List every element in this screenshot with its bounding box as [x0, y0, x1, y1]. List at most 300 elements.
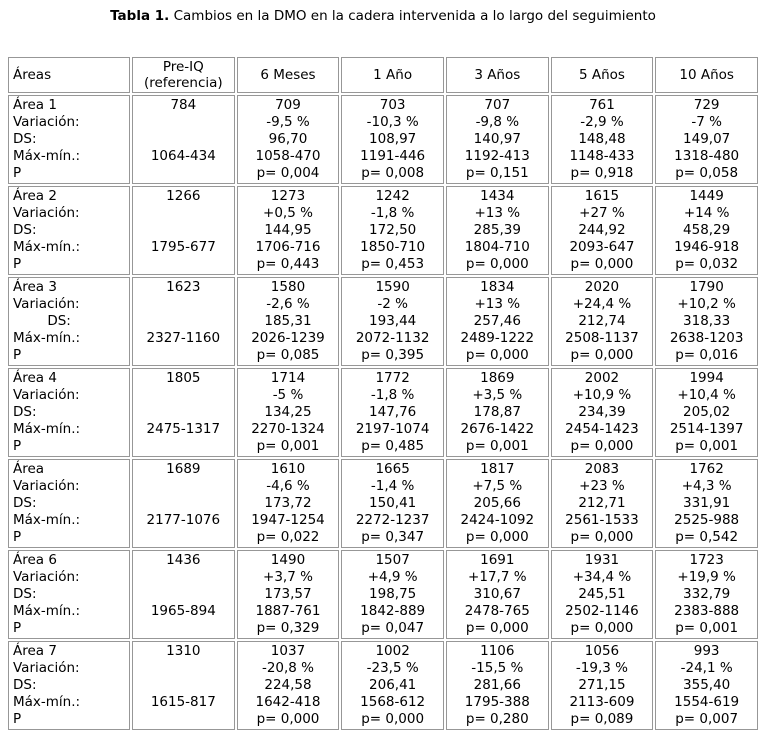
- cell-line: 707: [484, 97, 511, 113]
- cell-line: DS:: [13, 677, 37, 693]
- cell-line: [135, 478, 232, 495]
- cell-line: Área 6: [13, 552, 57, 568]
- cell-line: 2561-1533: [565, 512, 639, 528]
- cell-line: Variación:: [13, 296, 80, 312]
- cell-line: [135, 114, 232, 131]
- cell-line: Área 7: [13, 643, 57, 659]
- area-row: [8, 550, 758, 639]
- value-cell: [446, 277, 549, 366]
- cell-line: DS:: [13, 131, 37, 147]
- value-cell: [341, 641, 444, 730]
- cell-line: +10,9 %: [572, 387, 632, 403]
- cell-line: +13 %: [474, 296, 521, 312]
- cell-line: +10,4 %: [677, 387, 736, 403]
- cell-line: 1994: [689, 370, 724, 386]
- cell-line: 2272-1237: [355, 512, 430, 528]
- cell-line: Área 4: [13, 370, 57, 386]
- cell-line: 150,41: [369, 495, 417, 511]
- value-cell: [132, 277, 235, 366]
- cell-line: -15,5 %: [471, 660, 524, 676]
- cell-line: 1850-710: [360, 239, 426, 255]
- cell-line: p= 0,329: [256, 620, 320, 636]
- header-row: [8, 57, 758, 93]
- value-cell: [446, 368, 549, 457]
- value-cell: [132, 641, 235, 730]
- cell-line: 285,39: [473, 222, 521, 238]
- value-cell: [237, 95, 340, 184]
- cell-line: P: [13, 711, 22, 727]
- cell-line: 2502-1146: [565, 603, 639, 619]
- cell-line: 1931: [584, 552, 620, 568]
- cell-line: 96,70: [268, 131, 308, 147]
- table-caption-text: Cambios en la DMO en la cadera intervenida a lo largo del seguimiento: [173, 8, 656, 24]
- cell-line: 2026-1239: [251, 330, 325, 346]
- cell-line: +23 %: [579, 478, 625, 494]
- value-cell: [446, 641, 549, 730]
- cell-line: -4,6 %: [266, 478, 310, 494]
- cell-line: 1642-418: [255, 694, 321, 710]
- cell-line: 234,39: [578, 404, 626, 420]
- cell-line: [135, 222, 232, 239]
- cell-line: 205,66: [473, 495, 521, 511]
- cell-line: 206,41: [369, 677, 417, 693]
- cell-line: p= 0,001: [256, 438, 320, 454]
- cell-line: p= 0,008: [361, 165, 425, 181]
- cell-line: 2002: [584, 370, 620, 386]
- cell-line: 1795-388: [464, 694, 530, 710]
- cell-line: Variación:: [13, 569, 80, 585]
- cell-line: 1691: [480, 552, 515, 568]
- cell-line: 2638-1203: [669, 330, 744, 346]
- column-header: 5 Años: [551, 57, 654, 93]
- cell-line: +3,5 %: [472, 387, 523, 403]
- cell-line: 1310: [166, 643, 201, 659]
- cell-line: 1615: [584, 188, 620, 204]
- cell-line: Máx-mín.:: [13, 330, 81, 346]
- cell-line: 355,40: [683, 677, 731, 693]
- cell-line: 2197-1074: [355, 421, 430, 437]
- cell-line: 703: [379, 97, 406, 113]
- cell-line: 1723: [689, 552, 724, 568]
- value-cell: [551, 95, 654, 184]
- cell-line: 2514-1397: [669, 421, 744, 437]
- cell-line: 2676-1422: [460, 421, 535, 437]
- cell-line: 1610: [270, 461, 306, 477]
- cell-line: 1795-677: [150, 239, 216, 255]
- cell-line: 1056: [584, 643, 620, 659]
- cell-line: p= 0,001: [465, 438, 529, 454]
- cell-line: [135, 711, 232, 728]
- cell-line: 1449: [689, 188, 724, 204]
- cell-line: Variación:: [13, 478, 80, 494]
- cell-line: -7 %: [691, 114, 722, 130]
- cell-line: 281,66: [473, 677, 521, 693]
- cell-line: 1665: [375, 461, 410, 477]
- cell-line: [135, 529, 232, 546]
- cell-line: DS:: [13, 495, 37, 511]
- cell-line: +7,5 %: [472, 478, 523, 494]
- value-cell: [237, 641, 340, 730]
- value-cell: [446, 550, 549, 639]
- row-label-cell: [8, 550, 130, 639]
- cell-line: Variación:: [13, 114, 80, 130]
- cell-line: Variación:: [13, 387, 80, 403]
- value-cell: [655, 368, 758, 457]
- cell-line: P: [13, 438, 22, 454]
- cell-line: 1273: [270, 188, 306, 204]
- cell-line: 1037: [270, 643, 306, 659]
- value-cell: [551, 277, 654, 366]
- value-cell: [132, 368, 235, 457]
- cell-line: -2 %: [377, 296, 408, 312]
- area-row: [8, 277, 758, 366]
- cell-line: 310,67: [473, 586, 521, 602]
- cell-line: Máx-mín.:: [13, 239, 81, 255]
- cell-line: +14 %: [683, 205, 730, 221]
- cell-line: +17,7 %: [468, 569, 527, 585]
- cell-line: 1434: [480, 188, 515, 204]
- cell-line: 2327-1160: [146, 330, 221, 346]
- cell-line: 709: [275, 97, 301, 113]
- cell-line: [135, 620, 232, 637]
- cell-line: 2424-1092: [460, 512, 535, 528]
- cell-line: p= 0,485: [361, 438, 425, 454]
- value-cell: [341, 186, 444, 275]
- cell-line: 198,75: [369, 586, 417, 602]
- cell-line: [135, 660, 232, 677]
- cell-line: p= 0,000: [570, 620, 634, 636]
- area-row: [8, 186, 758, 275]
- cell-line: 1834: [480, 279, 515, 295]
- cell-line: -2,9 %: [580, 114, 624, 130]
- cell-line: 2083: [584, 461, 620, 477]
- cell-line: P: [13, 256, 22, 272]
- cell-line: [135, 387, 232, 404]
- cell-line: 2113-609: [569, 694, 635, 710]
- cell-line: +10,2 %: [677, 296, 736, 312]
- cell-line: 1804-710: [464, 239, 530, 255]
- value-cell: [446, 459, 549, 548]
- cell-line: 1762: [689, 461, 724, 477]
- cell-line: p= 0,022: [256, 529, 320, 545]
- cell-line: Área 3: [13, 279, 57, 295]
- cell-line: 1568-612: [360, 694, 426, 710]
- cell-line: 1590: [375, 279, 410, 295]
- cell-line: -10,3 %: [366, 114, 419, 130]
- cell-line: 2177-1076: [146, 512, 221, 528]
- cell-line: 1266: [166, 188, 201, 204]
- row-label-cell: [8, 641, 130, 730]
- cell-line: 993: [693, 643, 720, 659]
- cell-line: -23,5 %: [366, 660, 419, 676]
- cell-line: 332,79: [683, 586, 731, 602]
- value-cell: [132, 459, 235, 548]
- value-cell: [341, 459, 444, 548]
- table-body: [8, 95, 758, 730]
- cell-line: 1242: [375, 188, 410, 204]
- value-cell: [341, 95, 444, 184]
- value-cell: [655, 277, 758, 366]
- cell-line: p= 0,000: [465, 347, 529, 363]
- cell-line: 331,91: [683, 495, 731, 511]
- cell-line: 1817: [480, 461, 515, 477]
- cell-line: Variación:: [13, 660, 80, 676]
- cell-line: 1490: [270, 552, 306, 568]
- cell-line: -5 %: [272, 387, 304, 403]
- cell-line: p= 0,007: [675, 711, 739, 727]
- cell-line: 108,97: [369, 131, 417, 147]
- cell-line: p= 0,443: [256, 256, 320, 272]
- cell-line: [135, 296, 232, 313]
- cell-line: p= 0,000: [465, 529, 529, 545]
- cell-line: p= 0,000: [570, 529, 634, 545]
- row-label-cell: [8, 186, 130, 275]
- cell-line: 173,57: [264, 586, 312, 602]
- cell-line: 2383-888: [674, 603, 740, 619]
- cell-line: 2475-1317: [146, 421, 221, 437]
- cell-line: 1805: [166, 370, 201, 386]
- cell-line: DS:: [13, 222, 37, 238]
- value-cell: [446, 95, 549, 184]
- area-row: [8, 641, 758, 730]
- cell-line: 2525-988: [674, 512, 740, 528]
- cell-line: 257,46: [473, 313, 521, 329]
- value-cell: [132, 95, 235, 184]
- value-cell: [655, 186, 758, 275]
- cell-line: p= 0,542: [675, 529, 739, 545]
- value-cell: [446, 186, 549, 275]
- cell-line: 1706-716: [255, 239, 321, 255]
- cell-line: P: [13, 347, 22, 363]
- cell-line: +27 %: [579, 205, 625, 221]
- cell-line: [135, 205, 232, 222]
- cell-line: 1947-1254: [251, 512, 325, 528]
- cell-line: -2,6 %: [266, 296, 310, 312]
- cell-line: [135, 438, 232, 455]
- cell-line: 147,76: [369, 404, 417, 420]
- value-cell: [341, 277, 444, 366]
- value-cell: [655, 550, 758, 639]
- cell-line: [135, 404, 232, 421]
- cell-line: 178,87: [473, 404, 521, 420]
- value-cell: [237, 550, 340, 639]
- cell-line: 1191-446: [360, 148, 426, 164]
- cell-line: 1623: [166, 279, 201, 295]
- cell-line: 784: [170, 97, 197, 113]
- cell-line: p= 0,058: [675, 165, 739, 181]
- cell-line: +24,4 %: [572, 296, 632, 312]
- cell-line: 173,72: [264, 495, 312, 511]
- cell-line: 729: [693, 97, 720, 113]
- cell-line: Máx-mín.:: [13, 512, 81, 528]
- cell-line: Área 1: [13, 97, 57, 113]
- cell-line: -1,4 %: [370, 478, 415, 494]
- value-cell: [655, 95, 758, 184]
- cell-line: 1002: [375, 643, 410, 659]
- cell-line: p= 0,453: [361, 256, 425, 272]
- cell-line: p= 0,151: [465, 165, 529, 181]
- value-cell: [551, 459, 654, 548]
- cell-line: P: [13, 165, 22, 181]
- table-caption-label: Tabla 1.: [110, 8, 170, 24]
- value-cell: [551, 550, 654, 639]
- cell-line: 458,29: [683, 222, 731, 238]
- cell-line: Área: [13, 461, 45, 477]
- cell-line: p= 0,032: [675, 256, 739, 272]
- cell-line: p= 0,016: [675, 347, 739, 363]
- cell-line: DS:: [13, 586, 37, 602]
- value-cell: [655, 641, 758, 730]
- cell-line: p= 0,000: [570, 438, 634, 454]
- cell-line: 2454-1423: [565, 421, 639, 437]
- cell-line: 2020: [584, 279, 620, 295]
- cell-line: -20,8 %: [261, 660, 315, 676]
- cell-line: 761: [589, 97, 615, 113]
- area-row: [8, 368, 758, 457]
- value-cell: [551, 186, 654, 275]
- value-cell: [655, 459, 758, 548]
- cell-line: P: [13, 529, 22, 545]
- cell-line: +34,4 %: [572, 569, 632, 585]
- cell-line: [135, 569, 232, 586]
- value-cell: [237, 277, 340, 366]
- cell-line: +19,9 %: [677, 569, 736, 585]
- cell-line: DS:: [13, 313, 71, 329]
- cell-line: 134,25: [264, 404, 312, 420]
- cell-line: 224,58: [264, 677, 312, 693]
- cell-line: 1772: [375, 370, 410, 386]
- cell-line: p= 0,000: [570, 347, 634, 363]
- row-label-cell: [8, 368, 130, 457]
- row-label-cell: [8, 95, 130, 184]
- cell-line: p= 0,085: [256, 347, 320, 363]
- cell-line: -24,1 %: [680, 660, 733, 676]
- cell-line: 2489-1222: [460, 330, 535, 346]
- cell-line: 1887-761: [255, 603, 321, 619]
- table-header: [8, 57, 758, 93]
- column-header: 1 Año: [341, 57, 444, 93]
- cell-line: 1106: [480, 643, 515, 659]
- cell-line: p= 0,001: [675, 620, 739, 636]
- cell-line: +13 %: [474, 205, 521, 221]
- cell-line: 1436: [166, 552, 201, 568]
- row-label-cell: [8, 459, 130, 548]
- cell-line: p= 0,089: [570, 711, 634, 727]
- cell-line: p= 0,000: [361, 711, 425, 727]
- cell-line: 271,15: [578, 677, 626, 693]
- cell-line: Máx-mín.:: [13, 694, 81, 710]
- value-cell: [132, 186, 235, 275]
- column-header: 3 Años: [446, 57, 549, 93]
- cell-line: 1869: [480, 370, 515, 386]
- cell-line: p= 0,004: [256, 165, 320, 181]
- cell-line: P: [13, 620, 22, 636]
- column-header: Pre-IQ (referencia): [132, 57, 235, 93]
- cell-line: +3,7 %: [263, 569, 313, 585]
- cell-line: Variación:: [13, 205, 80, 221]
- cell-line: DS:: [13, 404, 37, 420]
- cell-line: 1318-480: [674, 148, 740, 164]
- cell-line: 1507: [375, 552, 410, 568]
- row-label-cell: [8, 277, 130, 366]
- area-row: [8, 459, 758, 548]
- cell-line: 1554-619: [674, 694, 740, 710]
- area-row: [8, 95, 758, 184]
- value-cell: [551, 368, 654, 457]
- cell-line: p= 0,347: [361, 529, 425, 545]
- cell-line: 172,50: [369, 222, 417, 238]
- cell-line: 1580: [270, 279, 306, 295]
- cell-line: p= 0,918: [570, 165, 634, 181]
- cell-line: +4,9 %: [367, 569, 418, 585]
- cell-line: 140,97: [473, 131, 521, 147]
- value-cell: [237, 186, 340, 275]
- cell-line: 245,51: [578, 586, 626, 602]
- cell-line: 1946-918: [674, 239, 740, 255]
- cell-line: [135, 256, 232, 273]
- cell-line: Máx-mín.:: [13, 603, 81, 619]
- cell-line: [135, 347, 232, 364]
- cell-line: 144,95: [264, 222, 312, 238]
- cell-line: 1689: [166, 461, 201, 477]
- cell-line: -1,8 %: [370, 205, 415, 221]
- value-cell: [237, 368, 340, 457]
- cell-line: 2508-1137: [565, 330, 639, 346]
- value-cell: [237, 459, 340, 548]
- column-header: 10 Años: [655, 57, 758, 93]
- cell-line: [135, 131, 232, 148]
- cell-line: +0,5 %: [263, 205, 313, 221]
- cell-line: 2270-1324: [251, 421, 325, 437]
- cell-line: 1615-817: [150, 694, 216, 710]
- cell-line: -1,8 %: [370, 387, 415, 403]
- cell-line: 148,48: [578, 131, 626, 147]
- value-cell: [551, 641, 654, 730]
- cell-line: 318,33: [683, 313, 731, 329]
- dmo-table: [6, 55, 760, 732]
- cell-line: [135, 313, 232, 330]
- cell-line: 149,07: [683, 131, 731, 147]
- cell-line: 1058-470: [255, 148, 321, 164]
- table-caption: [0, 0, 766, 25]
- cell-line: 2478-765: [464, 603, 530, 619]
- column-header: 6 Meses: [237, 57, 340, 93]
- cell-line: p= 0,001: [675, 438, 739, 454]
- cell-line: 1790: [689, 279, 724, 295]
- cell-line: p= 0,000: [570, 256, 634, 272]
- cell-line: [135, 677, 232, 694]
- cell-line: Máx-mín.:: [13, 148, 81, 164]
- cell-line: 1192-413: [464, 148, 530, 164]
- value-cell: [132, 550, 235, 639]
- cell-line: [135, 495, 232, 512]
- cell-line: p= 0,000: [465, 256, 529, 272]
- cell-line: 1714: [270, 370, 306, 386]
- cell-line: [135, 586, 232, 603]
- cell-line: p= 0,000: [256, 711, 320, 727]
- cell-line: -9,5 %: [266, 114, 310, 130]
- cell-line: p= 0,395: [361, 347, 425, 363]
- cell-line: 193,44: [369, 313, 417, 329]
- cell-line: 205,02: [683, 404, 731, 420]
- cell-line: p= 0,000: [465, 620, 529, 636]
- cell-line: 185,31: [264, 313, 312, 329]
- column-header: Áreas: [8, 57, 130, 93]
- cell-line: 1064-434: [150, 148, 216, 164]
- cell-line: -19,3 %: [575, 660, 628, 676]
- cell-line: -9,8 %: [475, 114, 520, 130]
- cell-line: p= 0,280: [465, 711, 529, 727]
